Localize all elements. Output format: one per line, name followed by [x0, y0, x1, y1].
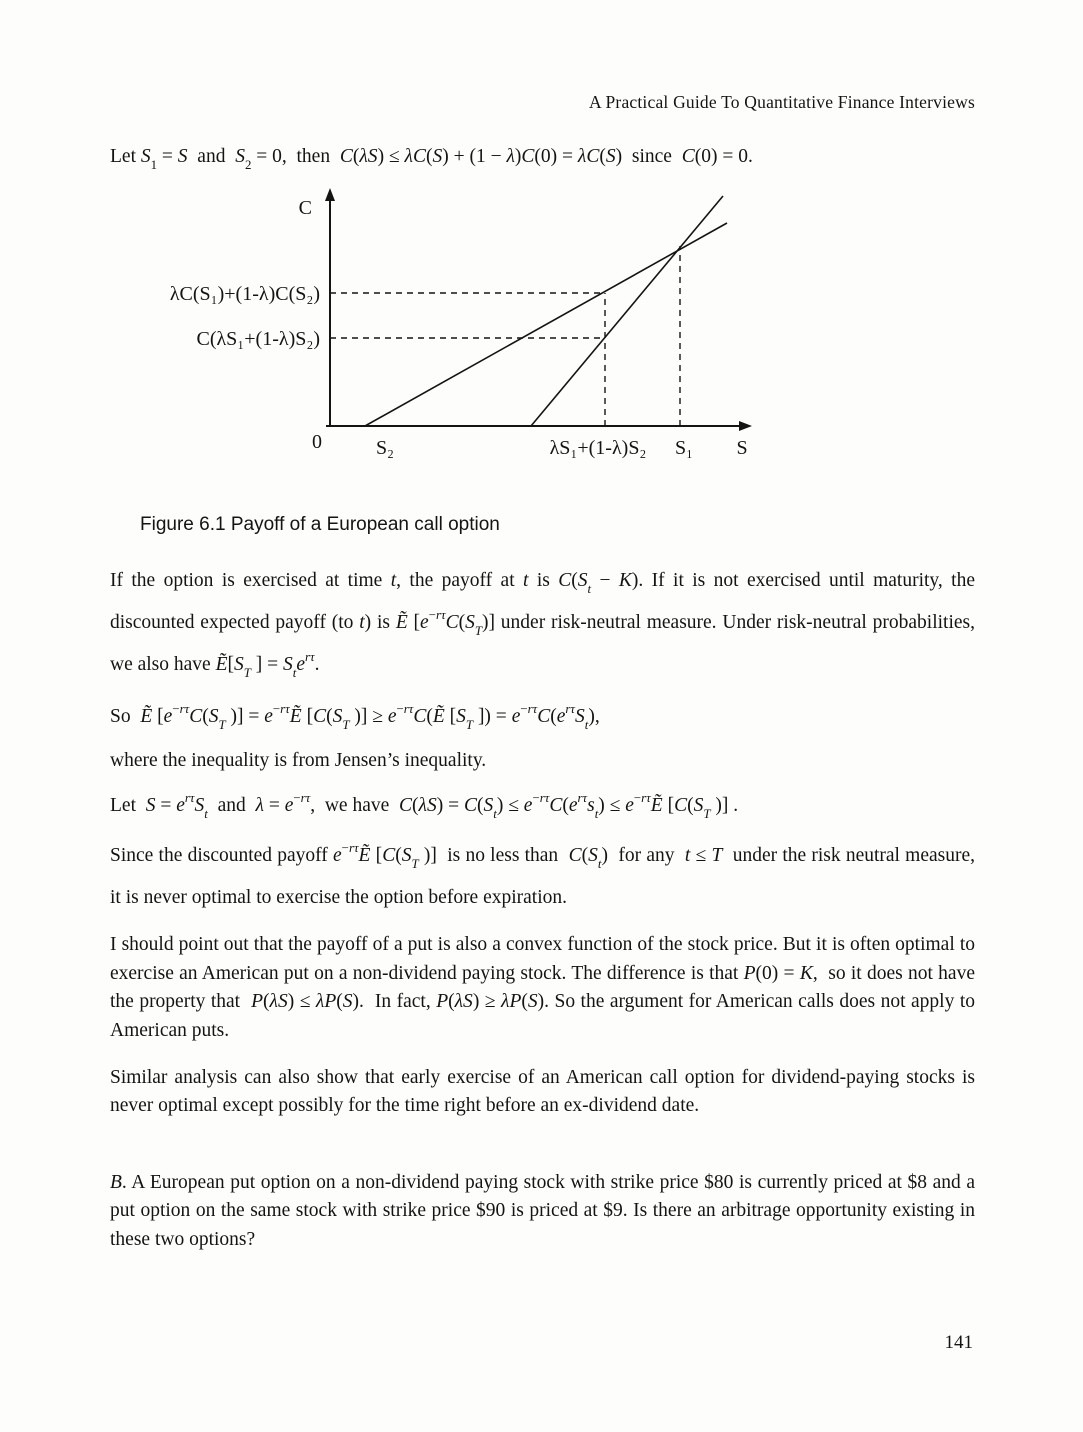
payoff-diagram — [130, 186, 790, 486]
figure-6-1 — [130, 186, 975, 492]
chord-line — [365, 223, 727, 426]
page-number: 141 — [944, 1332, 973, 1353]
y-axis-title: C — [298, 197, 312, 220]
intro-line: Let $S_1 = S$ and $S_2 = 0$, then C(λS) ≤ λC(S) + (1 − λ)C(0) = λC(S) since C(0) = 0. — [110, 146, 753, 172]
x-label-s1: S₁ — [674, 437, 694, 460]
dividend-paragraph: Similar analysis can also show that early exercise of an American call option for dividend-paying stocks is never optimal except possibly for the time right before an ex-dividend date. — [110, 1066, 975, 1117]
equation-so: So Ẽ [$e^{-r\tau}C(S_T$ )] = $e^{-r\tau}Ẽ$ [$C(S_T$ )] ≥ $e^{-r\tau}C(Ẽ$ [$S_T$ ]) = $e^{-r\tau}C(e^{r\tau}S_t)$, — [110, 701, 600, 732]
question-b-paragraph: B. A European put option on a non-dividend paying stock with strike price $80 is currently priced at $8 and a put option on the same stock with strike price $90 is priced at $9. Is there an arbitrage opportunity existing in these two options? — [110, 1171, 975, 1251]
x-label-mid: λS₁+(1-λ)S₂ — [549, 437, 647, 460]
x-label-s2: S₂ — [375, 437, 395, 460]
origin-label: 0 — [312, 431, 322, 454]
running-header: A Practical Guide To Quantitative Finance Interviews — [589, 92, 975, 112]
since-paragraph: Since the discounted payoff $e^{-r\tau}Ẽ$ [$C(S_T$ )] is no less than $C(S_t)$ for any t ≤ T under the risk neutral measure, it is never optimal to exercise the option before expiration. — [110, 840, 976, 908]
y-label-chord-value: λC(S₁)+(1-λ)C(S₂) — [169, 283, 320, 306]
paragraph-exercise-payoff: If the option is exercised at time t, the payoff at t is $C(S_t - K)$. If it is not exercised until maturity, the discounted expected payoff (to t) is Ẽ $[e^{-r\tau}C(S_T)]$ under risk-neutral measure. Under risk-neutral probabilities, we also have $Ẽ[S_T$ ] = $S_te^{r\tau}$. — [110, 570, 975, 680]
x-axis-arrow-icon — [739, 421, 752, 431]
y-axis-arrow-icon — [325, 188, 335, 201]
put-convexity-paragraph: I should point out that the payoff of a put is also a convex function of the stock price. But it is often optimal to exercise an American put on a non-dividend paying stock. The difference is that P(0) = K, so it does not have the property that P(λS) ≤ λP(S). In fact, P(λS) ≥ λP(S). So the argument for American calls does not apply to American puts. — [110, 933, 976, 1041]
figure-caption: Figure 6.1 Payoff of a European call option — [140, 514, 500, 536]
jensen-line: where the inequality is from Jensen’s inequality. — [110, 749, 487, 771]
let-line: Let $S = e^{r\tau}S_t$ and $\lambda = e^{-r\tau}$, we have $C(\lambda S) = C(S_t) \le e^{-r\tau}C(e^{r\tau}s_t)$ ≤ $e^{-r\tau}Ẽ$ [$C(S_T$ )] . — [110, 790, 739, 821]
x-axis-title: S — [736, 437, 748, 460]
payoff-line — [531, 196, 723, 426]
y-label-payoff-value: C(λS₁+(1-λ)S₂) — [196, 328, 320, 351]
